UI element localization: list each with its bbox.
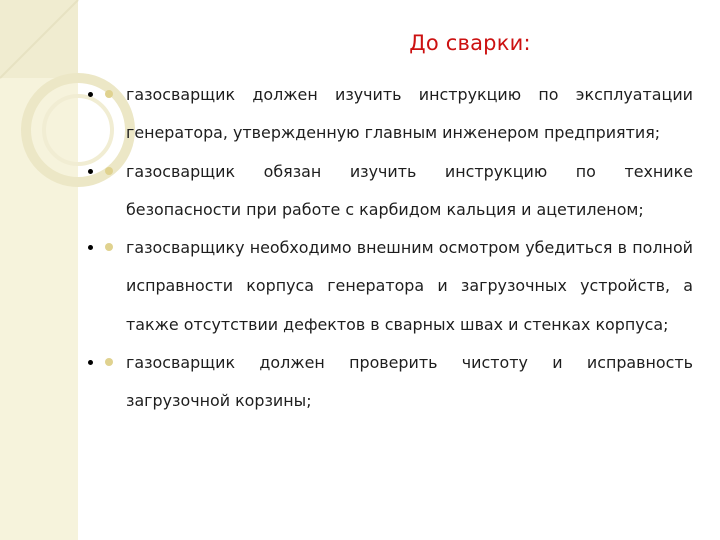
slide-title: До сварки: — [409, 31, 531, 55]
bullet-text: • газосварщику необходимо внешним осмотром убедиться в полной исправности корпуса генератора и загрузочных устройств, а также отсутствии дефектов в сварных швах и стенках корпуса; — [126, 238, 693, 334]
bullet-item — [105, 153, 693, 230]
bullet-text: • газосварщик должен изучить инструкцию по эксплуатации генератора, утвержденную главным инженером предприятия; — [126, 85, 693, 143]
bullet-dot-icon — [105, 243, 113, 251]
bullet-dot-icon — [105, 167, 113, 175]
bullet-text: • газосварщик должен проверить чистоту и исправность загрузочной корзины; — [126, 353, 693, 411]
bullet-item — [105, 229, 693, 344]
bullet-dot-icon — [105, 358, 113, 366]
bullet-item — [105, 344, 693, 421]
bullet-item — [105, 76, 693, 153]
bullet-dot-icon — [105, 90, 113, 98]
bullet-text: • газосварщик обязан изучить инструкцию по технике безопасности при работе с карбидом кальция и ацетиленом; — [126, 161, 693, 219]
bullet-list — [105, 76, 693, 421]
